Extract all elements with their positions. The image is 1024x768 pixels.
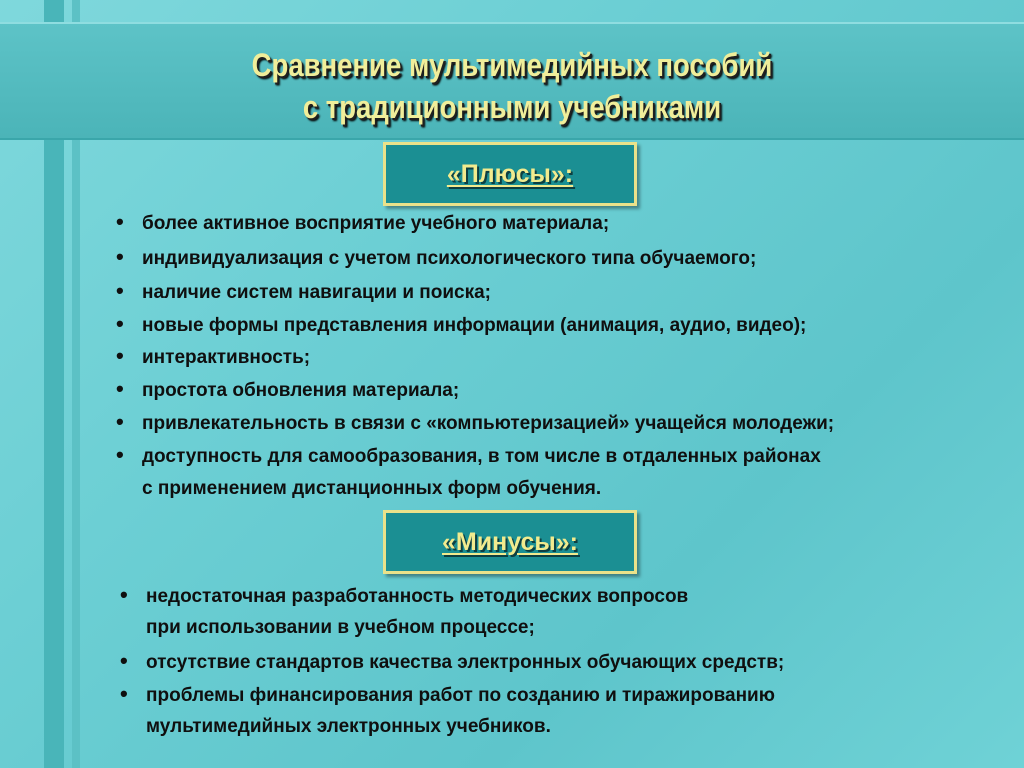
cons-heading: «Минусы»: — [442, 527, 578, 556]
list-item-text: простота обновления материала; — [142, 380, 460, 401]
bullet: • — [116, 244, 124, 269]
list-item-continuation: с применением дистанционных форм обучения. — [142, 478, 602, 499]
list-item — [120, 682, 775, 708]
bullet: • — [116, 209, 124, 234]
bullet: • — [116, 343, 124, 368]
list-item — [116, 312, 806, 338]
list-item-text: более активное восприятие учебного материала; — [142, 213, 610, 234]
title-line-1: Сравнение мультимедийных пособий — [251, 47, 773, 83]
list-item-text: недостаточная разработанность методических вопросов — [146, 586, 689, 607]
list-item-text: привлекательность в связи с «компьютеризацией» учащейся молодежи; — [142, 413, 835, 434]
bullet: • — [116, 278, 124, 303]
title-line-2: с традиционными учебниками — [302, 89, 722, 125]
list-item-continuation: мультимедийных электронных учебников. — [146, 716, 551, 737]
pros-heading: «Плюсы»: — [446, 159, 574, 188]
bullet: • — [120, 681, 128, 706]
bullet: • — [116, 311, 124, 336]
list-item — [120, 583, 688, 609]
cons-heading-box — [383, 510, 637, 574]
list-item-text: наличие систем навигации и поиска; — [142, 282, 492, 303]
bullet: • — [120, 582, 128, 607]
bullet: • — [120, 648, 128, 673]
list-item — [116, 210, 609, 236]
list-item — [120, 649, 784, 675]
bullet: • — [116, 376, 124, 401]
list-item-text: интерактивность; — [142, 347, 311, 368]
list-item-text: новые формы представления информации (анимация, аудио, видео); — [142, 315, 807, 336]
bullet: • — [116, 409, 124, 434]
bullet: • — [116, 442, 124, 467]
list-item — [116, 344, 310, 370]
pros-heading-box — [383, 142, 637, 206]
list-item-text: отсутствие стандартов качества электронных обучающих средств; — [146, 652, 785, 673]
list-item-continuation: при использовании в учебном процессе; — [146, 617, 535, 638]
slide-title — [72, 44, 953, 128]
list-item — [116, 443, 821, 469]
list-item-text: проблемы финансирования работ по созданию и тиражированию — [146, 685, 775, 706]
list-item — [116, 279, 491, 305]
list-item — [116, 245, 756, 271]
list-item-text: индивидуализация с учетом психологического типа обучаемого; — [142, 248, 757, 269]
list-item-text: доступность для самообразования, в том числе в отдаленных районах — [142, 446, 821, 467]
list-item — [116, 377, 459, 403]
list-item — [116, 410, 834, 436]
